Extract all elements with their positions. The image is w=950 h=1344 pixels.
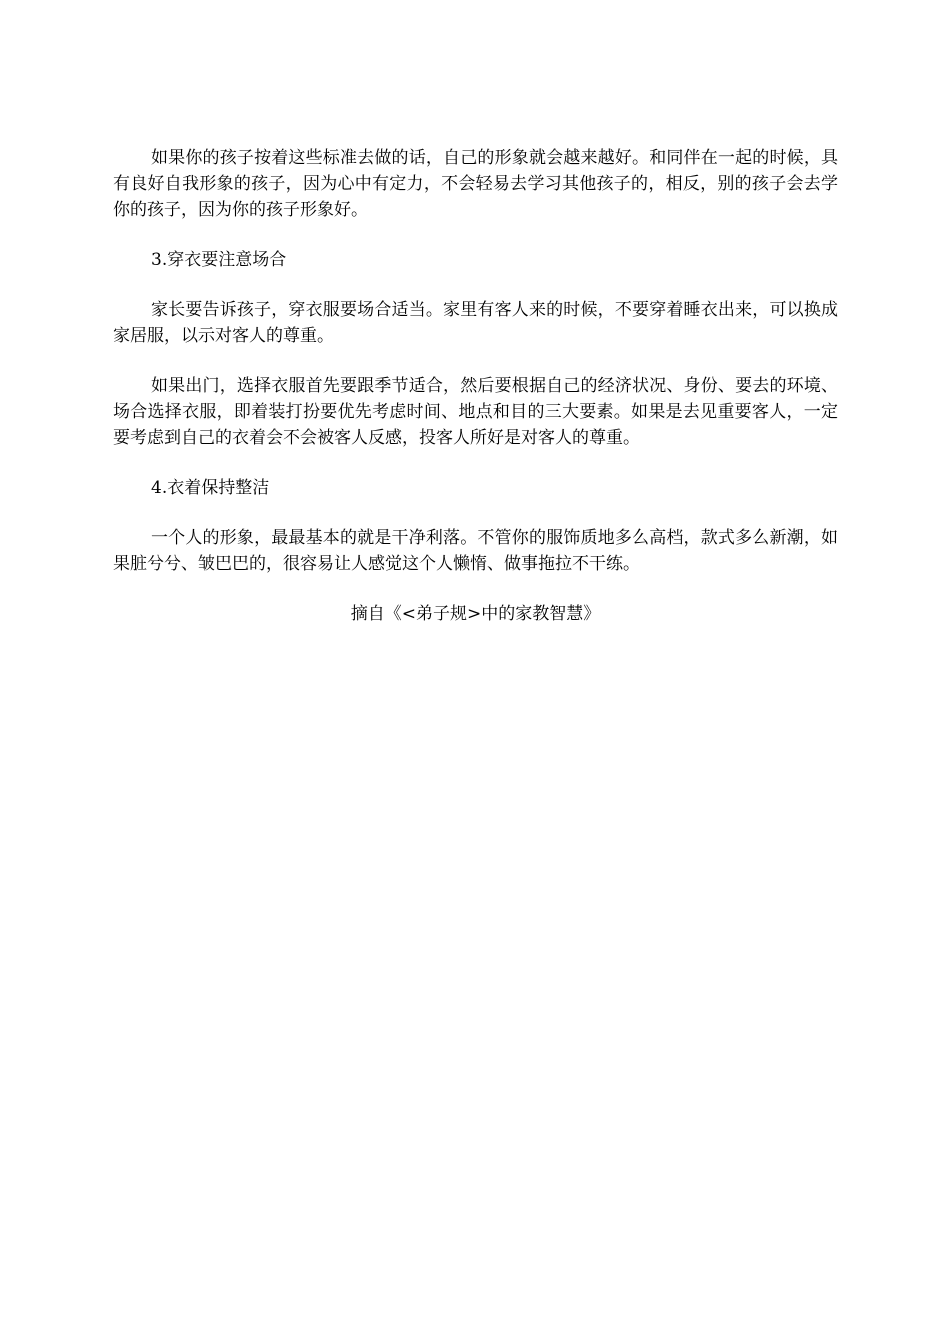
paragraph-spacer (113, 451, 838, 475)
paragraph-spacer (113, 223, 838, 247)
paragraph-going-out: 如果出门，选择衣服首先要跟季节适合，然后要根据自己的经济状况、身份、要去的环境、场合选择衣服，即着装打扮要优先考虑时间、地点和目的三大要素。如果是去见重要客人，一定要考虑到自己的衣着会不会被客人反感，投客人所好是对客人的尊重。 (113, 376, 838, 448)
paragraph-home-clothing: 家长要告诉孩子，穿衣服要场合适当。家里有客人来的时候，不要穿着睡衣出来，可以换成家居服，以示对客人的尊重。 (113, 300, 838, 346)
paragraph-spacer (113, 501, 838, 525)
document-body (113, 145, 838, 627)
paragraph-spacer (113, 577, 838, 601)
source-citation: 摘自《<弟子规>中的家教智慧》 (350, 604, 601, 624)
paragraph-spacer (113, 349, 838, 373)
section-heading-occasion: 3.穿衣要注意场合 (151, 250, 287, 270)
paragraph-self-image: 如果你的孩子按着这些标准去做的话，自己的形象就会越来越好。和同伴在一起的时候，具有良好自我形象的孩子，因为心中有定力，不会轻易去学习其他孩子的，相反，别的孩子会去学你的孩子，因为你的孩子形象好。 (113, 148, 838, 220)
section-heading-tidiness: 4.衣着保持整洁 (151, 478, 270, 498)
paragraph-spacer (113, 273, 838, 297)
paragraph-cleanliness: 一个人的形象，最最基本的就是干净利落。不管你的服饰质地多么高档，款式多么新潮，如果脏兮兮、皱巴巴的，很容易让人感觉这个人懒惰、做事拖拉不干练。 (113, 528, 838, 574)
